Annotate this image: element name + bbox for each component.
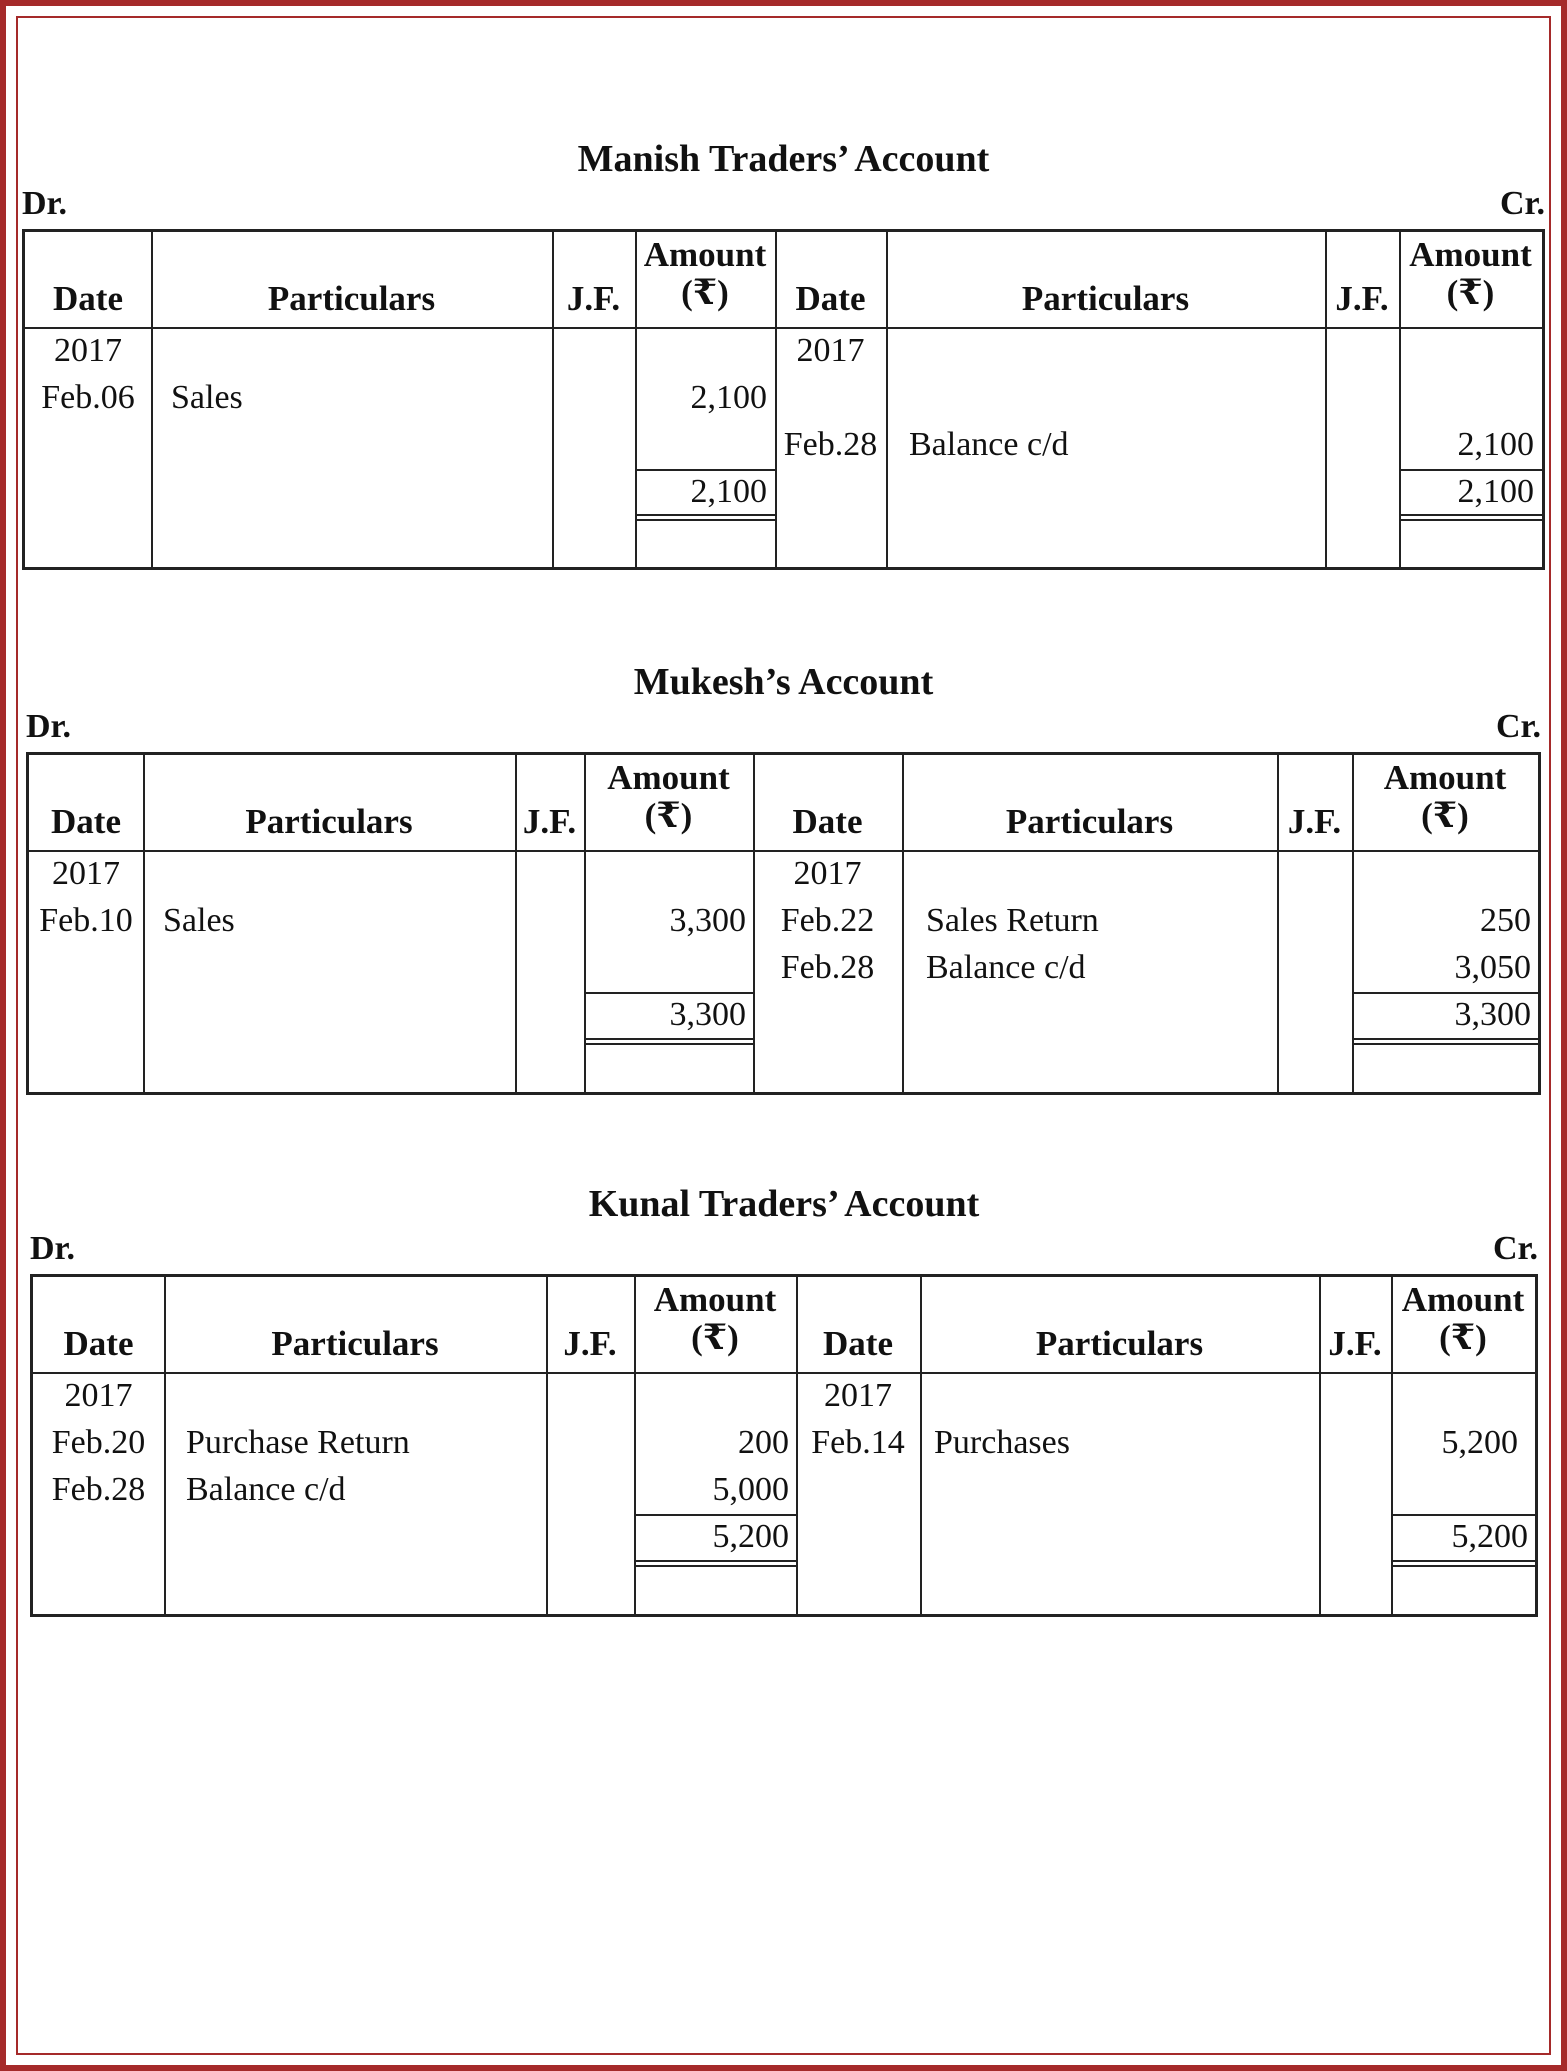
- debit-particulars: Purchase Return: [186, 1424, 410, 1461]
- header-particulars: Particulars: [271, 1324, 439, 1363]
- account-kunal-traders: [30, 1182, 1538, 1617]
- debit-year: 2017: [54, 332, 122, 369]
- debit-year: 2017: [64, 1377, 133, 1414]
- credit-amount: 2,100: [1457, 426, 1534, 463]
- debit-amount: 2,100: [690, 379, 767, 416]
- header-jf: J.F.: [1287, 802, 1342, 841]
- rupee-symbol: (₹): [1446, 272, 1495, 312]
- debit-amount: 5,000: [712, 1471, 789, 1508]
- credit-label: Cr.: [1499, 185, 1545, 222]
- rupee-symbol: (₹): [644, 795, 693, 835]
- debit-total: 3,300: [669, 996, 746, 1033]
- account-title: Kunal Traders’ Account: [588, 1183, 980, 1225]
- debit-amount: 200: [738, 1424, 789, 1461]
- account-title: Manish Traders’ Account: [577, 138, 990, 180]
- debit-particulars: Sales: [171, 379, 243, 416]
- header-jf: J.F.: [566, 279, 621, 318]
- header-date: Date: [63, 1324, 134, 1363]
- credit-particulars: Purchases: [934, 1424, 1070, 1461]
- ledger-table: [30, 1274, 1538, 1617]
- credit-particulars: Balance c/d: [926, 949, 1086, 986]
- debit-year: 2017: [52, 855, 120, 892]
- debit-label: Dr.: [22, 185, 68, 222]
- debit-total: 2,100: [690, 473, 767, 510]
- credit-amount: 5,200: [1441, 1424, 1518, 1461]
- rupee-symbol: (₹): [681, 272, 729, 312]
- ledger-table: [22, 229, 1545, 570]
- header-amount: Amount (₹): [1391, 1281, 1535, 1357]
- header-amount: Amount (₹): [635, 236, 775, 312]
- debit-label: Dr.: [30, 1230, 76, 1267]
- credit-date: Feb.28: [783, 426, 878, 463]
- header-jf: J.F.: [522, 802, 577, 841]
- credit-year: 2017: [824, 1377, 892, 1414]
- debit-particulars: Balance c/d: [186, 1471, 346, 1508]
- account-manish-traders: [22, 137, 1545, 573]
- debit-date: Feb.28: [51, 1471, 146, 1508]
- debit-amount: 3,300: [669, 902, 746, 939]
- header-particulars: Particulars: [1005, 802, 1174, 841]
- header-date: Date: [795, 279, 866, 318]
- credit-amount: 250: [1480, 902, 1531, 939]
- account-title: Mukesh’s Account: [633, 661, 934, 703]
- header-amount: Amount (₹): [1399, 236, 1542, 312]
- debit-particulars: Sales: [163, 902, 235, 939]
- credit-total: 5,200: [1451, 1518, 1528, 1555]
- credit-total: 3,300: [1454, 996, 1531, 1033]
- header-particulars: Particulars: [1021, 279, 1190, 318]
- header-amount: Amount (₹): [1352, 759, 1538, 835]
- credit-total: 2,100: [1457, 473, 1534, 510]
- credit-year: 2017: [796, 332, 865, 369]
- header-jf: J.F.: [563, 1324, 617, 1363]
- rupee-symbol: (₹): [1421, 795, 1469, 835]
- rupee-symbol: (₹): [691, 1317, 739, 1357]
- credit-date: Feb.22: [780, 902, 875, 939]
- header-amount: Amount (₹): [634, 1281, 796, 1357]
- header-date: Date: [792, 802, 863, 841]
- header-amount: Amount (₹): [584, 759, 753, 835]
- debit-total: 5,200: [712, 1518, 789, 1555]
- credit-label: Cr.: [1492, 1230, 1538, 1267]
- credit-year: 2017: [793, 855, 862, 892]
- credit-particulars: Balance c/d: [909, 426, 1069, 463]
- rupee-symbol: (₹): [1439, 1317, 1487, 1357]
- credit-date: Feb.14: [811, 1424, 905, 1461]
- header-particulars: Particulars: [267, 279, 436, 318]
- credit-amount: 3,050: [1454, 949, 1531, 986]
- credit-particulars: Sales Return: [926, 902, 1099, 939]
- header-date: Date: [53, 279, 123, 318]
- ledger-table: [26, 752, 1541, 1095]
- debit-label: Dr.: [26, 708, 72, 745]
- header-particulars: Particulars: [1035, 1324, 1204, 1363]
- debit-date: Feb.10: [39, 902, 133, 939]
- header-jf: J.F.: [1335, 279, 1389, 318]
- header-jf: J.F.: [1328, 1324, 1382, 1363]
- header-date: Date: [823, 1324, 893, 1363]
- header-date: Date: [51, 802, 121, 841]
- credit-date: Feb.28: [780, 949, 875, 986]
- header-particulars: Particulars: [245, 802, 413, 841]
- account-mukesh: [26, 660, 1541, 1095]
- debit-date: Feb.20: [51, 1424, 146, 1461]
- credit-label: Cr.: [1495, 708, 1541, 745]
- debit-date: Feb.06: [41, 379, 135, 416]
